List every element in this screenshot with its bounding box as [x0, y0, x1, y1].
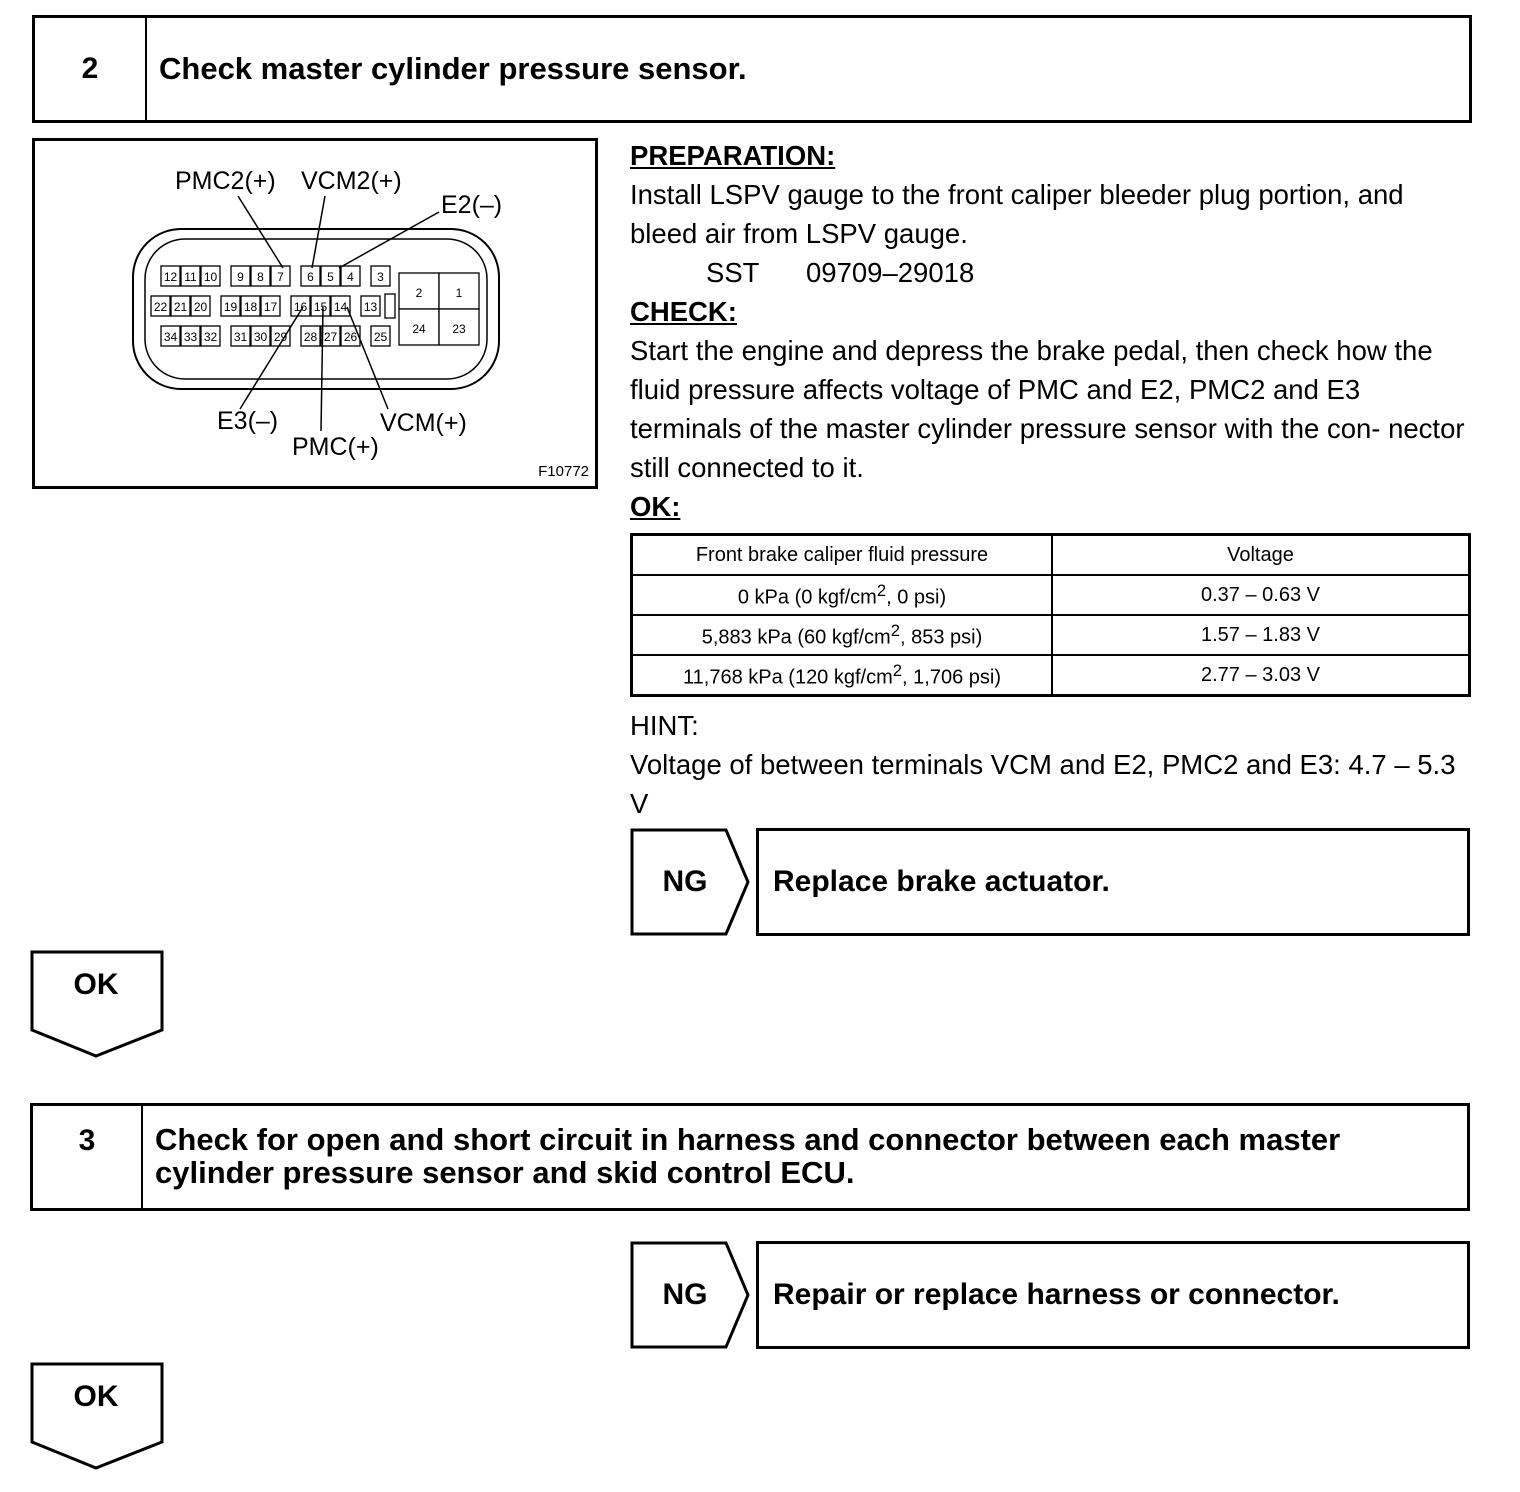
pin-number: 18 — [243, 300, 258, 314]
pin-number: 34 — [163, 330, 178, 344]
label-pmc2: PMC2(+) — [175, 167, 276, 195]
pin-number: 5 — [327, 270, 334, 284]
preparation-heading: PREPARATION: — [630, 140, 836, 171]
step-number: 3 — [33, 1106, 143, 1208]
ng-branch-2 — [630, 1241, 1470, 1349]
voltage-spec-table — [630, 533, 1471, 697]
pin-number: 31 — [233, 330, 248, 344]
hint-heading: HINT: — [630, 710, 699, 741]
pin-number: 22 — [153, 300, 168, 314]
pin-number: 8 — [257, 270, 264, 284]
step-number: 2 — [35, 18, 147, 120]
voltage-cell: 0.37 – 0.63 V — [1052, 575, 1470, 615]
pin-number: 16 — [293, 300, 308, 314]
voltage-cell: 1.57 – 1.83 V — [1052, 615, 1470, 655]
pin-number: 17 — [263, 300, 278, 314]
ng-branch-1 — [630, 828, 1470, 936]
pin-number: 13 — [363, 300, 378, 314]
pin-number: 29 — [273, 330, 288, 344]
pin-number: 11 — [184, 270, 197, 284]
sst-value: 09709–29018 — [806, 257, 975, 288]
pin-number: 27 — [323, 330, 338, 344]
connector-drawing — [35, 141, 595, 486]
pin-number: 15 — [313, 300, 328, 314]
ng-label: NG — [662, 1278, 708, 1311]
step-2-header — [32, 15, 1472, 123]
voltage-cell: 2.77 – 3.03 V — [1052, 655, 1470, 696]
pin-number: 7 — [277, 270, 284, 284]
step-title: Check for open and short circuit in harness and connector between each master cylinder pressure sensor and skid control ECU. — [155, 1122, 1341, 1190]
ng-label: NG — [662, 865, 708, 898]
connector-diagram — [32, 138, 598, 489]
pin-number: 19 — [223, 300, 238, 314]
step-3-header — [30, 1103, 1470, 1211]
table-header-row — [632, 535, 1470, 576]
pin-number: 10 — [203, 270, 218, 284]
label-e3: E3(–) — [217, 407, 279, 435]
check-heading: CHECK: — [630, 296, 737, 327]
table-row — [632, 615, 1470, 655]
pin-number: 9 — [237, 270, 244, 284]
pin-number: 21 — [173, 300, 188, 314]
pin-number: 6 — [307, 270, 314, 284]
ok-arrow-shape — [30, 1362, 166, 1472]
column-header: Voltage — [1052, 535, 1470, 576]
pin-number: 12 — [163, 270, 178, 284]
check-text: Start the engine and depress the brake pedal, then check how the fluid pressure affects voltage of PMC and E2, PMC2 and E3 terminals of the master cylinder pressure sensor with the con- nector still connected to it. — [630, 335, 1465, 483]
sst-label: SST — [706, 257, 760, 288]
pin-grid — [151, 266, 479, 346]
pin-number: 20 — [193, 300, 208, 314]
step-title: Check master cylinder pressure sensor. — [159, 50, 747, 86]
preparation-text: Install LSPV gauge to the front caliper bleeder plug portion, and bleed air from LSPV gauge. — [630, 179, 1404, 249]
pin-number: 14 — [333, 300, 348, 314]
ok-label: OK — [73, 968, 119, 1001]
sst-line — [630, 253, 1472, 292]
label-e2: E2(–) — [441, 191, 503, 219]
label-pmc: PMC(+) — [292, 433, 379, 461]
pin-number: 2 — [415, 286, 423, 300]
pressure-cell: 11,768 kPa (120 kgf/$cm^2$, 1,706 psi) — [632, 655, 1053, 696]
pin-number: 28 — [303, 330, 318, 344]
procedure-text — [630, 136, 1472, 526]
table-row — [632, 655, 1470, 696]
hint-text: Voltage of between terminals VCM and E2, PMC2 and E3: 4.7 – 5.3 V — [630, 749, 1456, 819]
pressure-cell: 5,883 kPa (60 kgf/$cm^2$, 853 psi) — [632, 615, 1053, 655]
pressure-cell: 0 kPa (0 kgf/$cm^2$, 0 psi) — [632, 575, 1053, 615]
column-header: Front brake caliper fluid pressure — [632, 535, 1053, 576]
pin-number: 3 — [377, 270, 384, 284]
pin-number: 1 — [455, 286, 463, 300]
ng-action-box: Replace brake actuator. — [756, 828, 1470, 936]
pin-number: 30 — [253, 330, 268, 344]
pin-number: 32 — [203, 330, 218, 344]
pin-number: 25 — [373, 330, 388, 344]
ng-action-box: Repair or replace harness or connector. — [756, 1241, 1470, 1349]
table-row — [632, 575, 1470, 615]
ok-label: OK — [73, 1380, 119, 1413]
connector-latch — [385, 294, 395, 318]
pin-number: 23 — [452, 322, 466, 336]
figure-id: F10772 — [538, 463, 589, 480]
pin-number: 24 — [412, 322, 426, 336]
label-vcm: VCM(+) — [380, 409, 467, 437]
pin-number: 26 — [343, 330, 358, 344]
hint-block — [630, 706, 1472, 823]
ok-heading: OK: — [630, 491, 681, 522]
ok-branch-2 — [30, 1362, 166, 1472]
ok-arrow-shape — [30, 950, 166, 1060]
label-vcm2: VCM2(+) — [301, 167, 402, 195]
pin-number: 33 — [183, 330, 198, 344]
ok-branch-1 — [30, 950, 166, 1060]
pin-number: 4 — [347, 270, 354, 284]
